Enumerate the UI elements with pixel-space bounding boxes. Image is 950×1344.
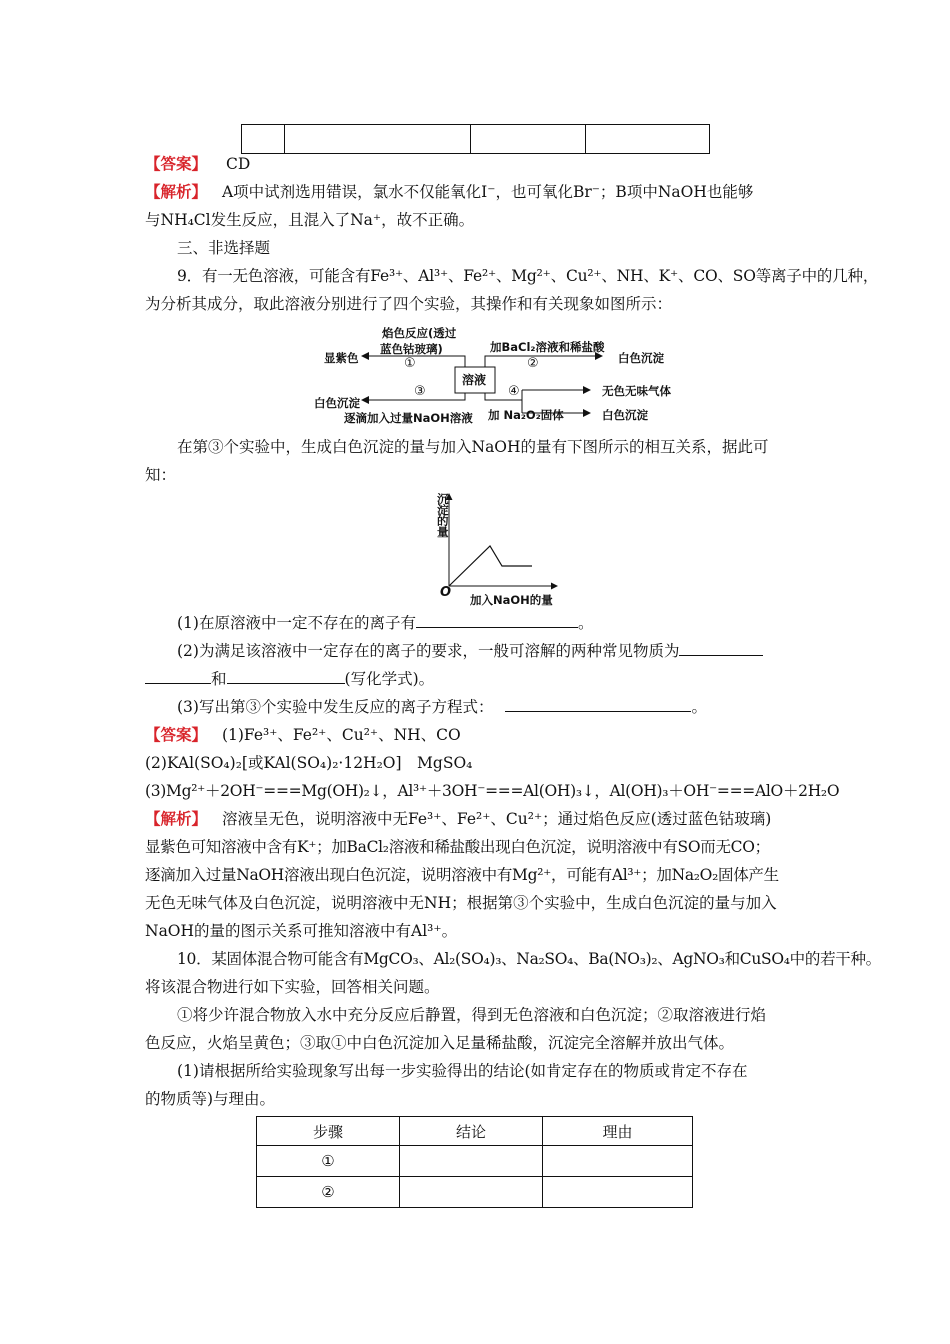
table-header: 结论 bbox=[400, 1117, 543, 1146]
table-cell bbox=[285, 125, 471, 154]
precipitate-curve bbox=[449, 546, 532, 586]
table-cell: ① bbox=[257, 1146, 400, 1177]
answer-text: CD bbox=[225, 155, 251, 173]
question-9-line1: 9．有一无色溶液，可能含有Fe³⁺、Al³⁺、Fe²⁺、Mg²⁺、Cu²⁺、NH、K⁺、CO、SO等离子中的几种， bbox=[177, 267, 879, 285]
analysis-tag: 【解析】 bbox=[145, 809, 208, 828]
step-4-number: ④ bbox=[508, 384, 520, 399]
q10-line4: 色反应，火焰呈黄色；③取①中白色沉淀加入足量稀盐酸，沉淀完全溶解并放出气体。 bbox=[145, 1034, 735, 1052]
step-1-number: ① bbox=[404, 356, 416, 371]
bacl2-label: 加BaCl₂溶液和稀盐酸 bbox=[490, 340, 605, 354]
na2o2-label: 加 Na₂O₂固体 bbox=[488, 408, 564, 422]
graph-origin: O bbox=[440, 585, 452, 600]
analysis-8-line2: 与NH₄Cl发生反应，且混入了Na⁺，故不正确。 bbox=[145, 211, 475, 229]
q10-line6: 的物质等)与理由。 bbox=[145, 1090, 276, 1108]
q10-line3: ①将少许混合物放入水中充分反应后静置，得到无色溶液和白色沉淀；②取溶液进行焰 bbox=[177, 1006, 767, 1024]
analysis-9-line3: 逐滴加入过量NaOH溶液出现白色沉淀，说明溶液中有Mg²⁺，可能有Al³⁺；加Na₂O₂固体产生 bbox=[145, 866, 779, 884]
flame-label-2: 蓝色钴玻璃) bbox=[380, 342, 443, 356]
analysis-9-line2: 显紫色可知溶液中含有K⁺；加BaCl₂溶液和稀盐酸出现白色沉淀，说明溶液中有SO而无CO； bbox=[145, 838, 770, 856]
blank-2a[interactable] bbox=[679, 641, 763, 656]
answer-9-line1: 【答案】 (1)Fe³⁺、Fe²⁺、Cu²⁺、NH、CO bbox=[145, 725, 461, 744]
solution-label: 溶液 bbox=[462, 373, 487, 387]
naoh-label: 逐滴加入过量NaOH溶液 bbox=[344, 411, 473, 425]
analysis-9-line4: 无色无味气体及白色沉淀，说明溶液中无NH；根据第③个实验中，生成白色沉淀的量与加入 bbox=[145, 894, 777, 912]
table-header-row bbox=[257, 1117, 693, 1146]
blank-2b[interactable] bbox=[145, 669, 211, 684]
table-header: 步骤 bbox=[257, 1117, 400, 1146]
table-cell[interactable] bbox=[400, 1146, 543, 1177]
section-heading: 三、非选择题 bbox=[177, 239, 271, 257]
q9-part2-cont: 和 (写化学式)。 bbox=[145, 668, 434, 690]
gas-result: 无色无味气体 bbox=[602, 384, 671, 398]
q9-part2: (2)为满足该溶液中一定存在的离子的要求，一般可溶解的两种常见物质为 bbox=[177, 640, 763, 662]
q10-line2: 将该混合物进行如下实验，回答相关问题。 bbox=[145, 978, 440, 996]
white-precipitate-3: 白色沉淀 bbox=[602, 408, 648, 422]
table-header: 理由 bbox=[543, 1117, 693, 1146]
answer-tag: 【答案】 bbox=[145, 725, 208, 744]
table-cell: ② bbox=[257, 1177, 400, 1208]
analysis-9-line1: 【解析】 溶液呈无色，说明溶液中无Fe³⁺、Fe²⁺、Cu²⁺；通过焰色反应(透过蓝色钴玻璃) bbox=[145, 809, 772, 828]
q9-intro-line2: 知： bbox=[145, 466, 177, 484]
blank-2c[interactable] bbox=[227, 669, 345, 684]
white-precipitate-2: 白色沉淀 bbox=[314, 396, 360, 410]
step-3-number: ③ bbox=[414, 384, 426, 399]
q9-part1: (1)在原溶液中一定不存在的离子有 。 bbox=[177, 614, 594, 632]
step-2-number: ② bbox=[527, 356, 539, 371]
analysis-8-line1 bbox=[145, 181, 753, 203]
blank-1[interactable] bbox=[416, 613, 578, 628]
table-cell bbox=[586, 125, 710, 154]
table-cell[interactable] bbox=[400, 1177, 543, 1208]
q10-line1: 10．某固体混合物可能含有MgCO₃、Al₂(SO₄)₃、Na₂SO₄、Ba(NO₃)₂、AgNO₃和CuSO₄中的若干种。 bbox=[177, 950, 881, 968]
graph-y-label: 沉 淀 的 量 bbox=[437, 492, 449, 539]
flame-label-1: 焰色反应(透过 bbox=[382, 326, 457, 340]
question-9-line2: 为分析其成分，取此溶液分别进行了四个实验，其操作和有关现象如图所示： bbox=[145, 295, 673, 313]
q9-part3: (3)写出第③个实验中发生反应的离子方程式： 。 bbox=[177, 698, 707, 716]
answer-9-line3: (3)Mg²⁺＋2OH⁻===Mg(OH)₂↓，Al³⁺＋3OH⁻===Al(OH)₃↓，Al(OH)₃＋OH⁻===AlO＋2H₂O bbox=[145, 782, 840, 800]
graph-x-label: 加入NaOH的量 bbox=[470, 593, 553, 607]
analysis-tag: 【解析】 bbox=[145, 182, 208, 201]
white-precipitate-1: 白色沉淀 bbox=[618, 351, 664, 365]
arrow-2 bbox=[485, 356, 602, 367]
analysis-text: A项中试剂选用错误，氯水不仅能氧化I⁻，也可氧化Br⁻；B项中NaOH也能够 bbox=[221, 183, 754, 201]
table-row bbox=[257, 1146, 693, 1177]
table-cell bbox=[471, 125, 586, 154]
purple-result: 显紫色 bbox=[324, 351, 359, 365]
top-table-fragment bbox=[241, 124, 710, 154]
q10-table bbox=[256, 1116, 693, 1208]
q10-line5: (1)请根据所给实验现象写出每一步实验得出的结论(如肯定存在的物质或肯定不存在 bbox=[177, 1062, 748, 1080]
table-cell bbox=[242, 125, 285, 154]
answer-8 bbox=[145, 153, 250, 175]
answer-tag: 【答案】 bbox=[145, 154, 208, 173]
table-cell[interactable] bbox=[543, 1177, 693, 1208]
q9-intro-line1: 在第③个实验中，生成白色沉淀的量与加入NaOH的量有下图所示的相互关系，据此可 bbox=[177, 438, 769, 456]
answer-9-line2: (2)KAl(SO₄)₂[或KAl(SO₄)₂·12H₂O] MgSO₄ bbox=[145, 754, 473, 772]
table-row bbox=[257, 1177, 693, 1208]
analysis-9-line5: NaOH的量的图示关系可推知溶液中有Al³⁺。 bbox=[145, 922, 458, 940]
table-cell[interactable] bbox=[543, 1146, 693, 1177]
blank-3[interactable] bbox=[505, 697, 691, 712]
